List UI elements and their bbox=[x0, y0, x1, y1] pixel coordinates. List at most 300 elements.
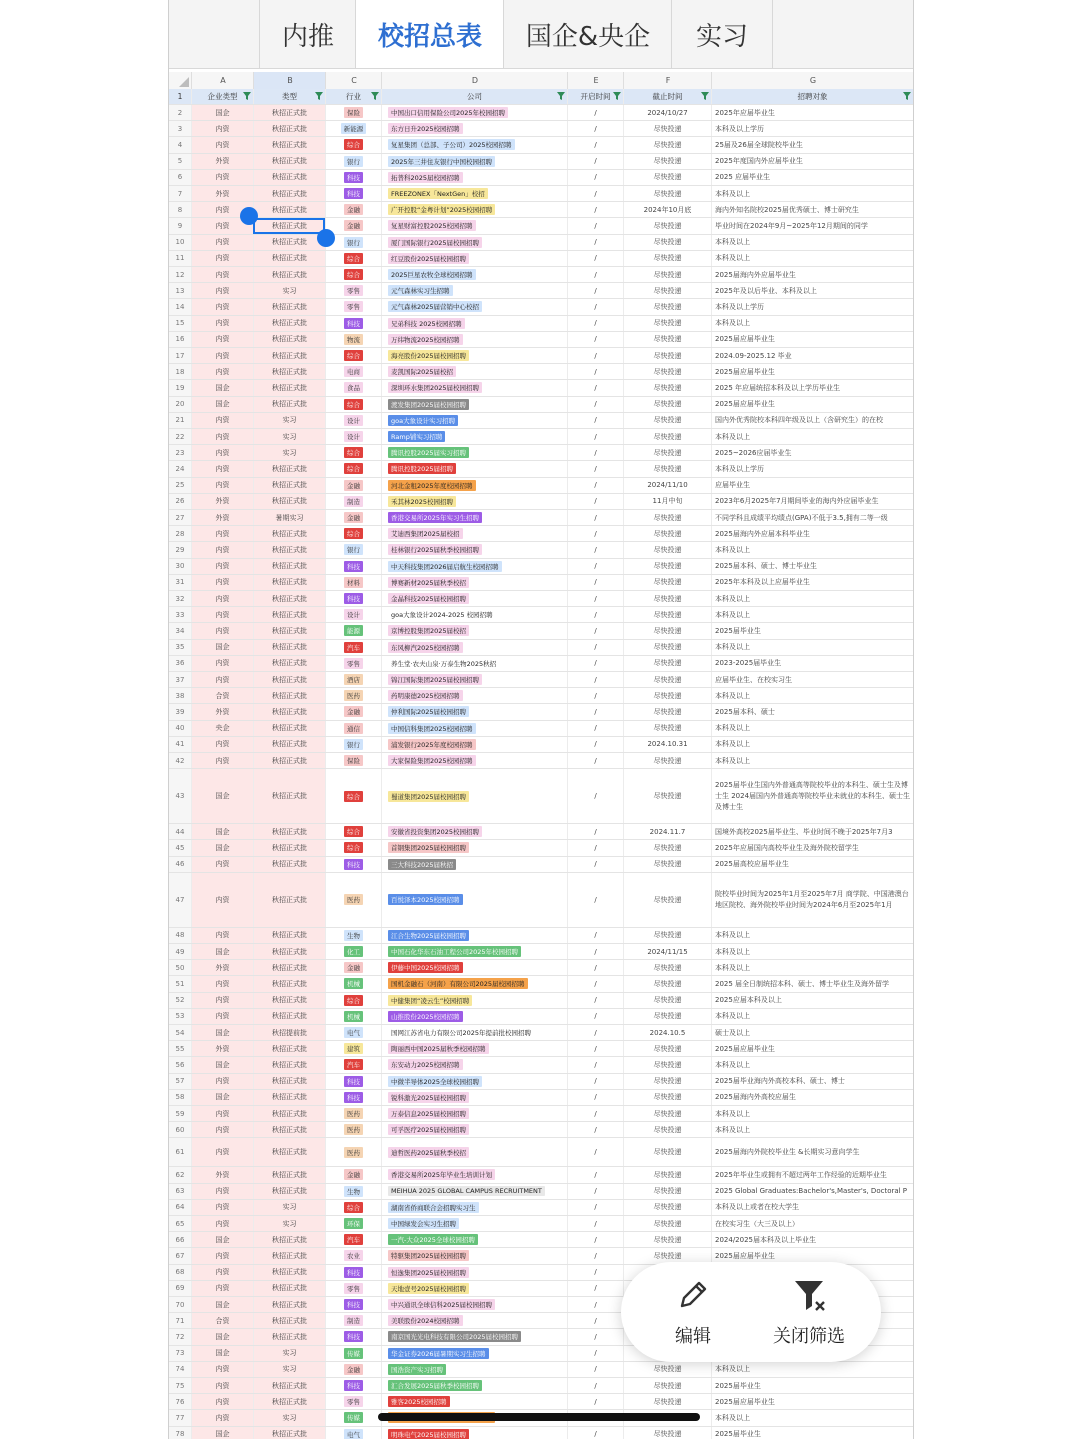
company-type-cell[interactable]: 内资 bbox=[191, 1106, 253, 1121]
table-row[interactable] bbox=[169, 1090, 913, 1106]
company-link[interactable]: 桂林银行2025届秋季校园招聘 bbox=[388, 544, 482, 555]
company-link[interactable]: 万泰信息2025届校园招聘 bbox=[388, 1108, 469, 1119]
table-row[interactable] bbox=[169, 1362, 913, 1378]
recruit-type-cell[interactable]: 秋招正式批 bbox=[253, 1265, 325, 1280]
deadline-cell[interactable]: 尽快投递 bbox=[623, 170, 711, 185]
table-row[interactable] bbox=[169, 283, 913, 299]
company-link[interactable]: 东风柳汽2025校园招聘 bbox=[388, 642, 463, 653]
recruit-type-cell[interactable]: 秋招正式批 bbox=[253, 1248, 325, 1263]
target-cell[interactable]: 海内外知名院校2025届优秀硕士、博士研究生 bbox=[711, 202, 913, 217]
row-number[interactable]: 17 bbox=[169, 348, 191, 363]
table-row[interactable] bbox=[169, 824, 913, 840]
company-link[interactable]: 天地壹号2025届校园招聘 bbox=[388, 1283, 469, 1294]
recruit-type-cell[interactable]: 秋招正式批 bbox=[253, 1184, 325, 1199]
industry-cell[interactable] bbox=[325, 1167, 381, 1182]
tab-shixi[interactable]: 实习 bbox=[671, 0, 773, 68]
table-row[interactable] bbox=[169, 105, 913, 121]
recruit-type-cell[interactable]: 实习 bbox=[253, 1346, 325, 1361]
row-number[interactable]: 4 bbox=[169, 137, 191, 152]
recruit-type-cell[interactable]: 秋招正式批 bbox=[253, 960, 325, 975]
company-cell[interactable] bbox=[381, 154, 567, 169]
company-cell[interactable] bbox=[381, 1427, 567, 1439]
deadline-cell[interactable]: 尽快投递 bbox=[623, 1009, 711, 1024]
row-number[interactable]: 2 bbox=[169, 105, 191, 120]
target-cell[interactable]: 本科及以上 bbox=[711, 1410, 913, 1425]
company-type-cell[interactable]: 内资 bbox=[191, 413, 253, 428]
target-cell[interactable]: 2025届毕业生 bbox=[711, 1378, 913, 1393]
industry-cell[interactable] bbox=[325, 960, 381, 975]
company-type-cell[interactable]: 内资 bbox=[191, 976, 253, 991]
table-row[interactable] bbox=[169, 251, 913, 267]
target-cell[interactable]: 2025届海内外院校毕业生 &长期实习意向学生 bbox=[711, 1138, 913, 1166]
row-number[interactable]: 30 bbox=[169, 559, 191, 574]
row-number[interactable]: 42 bbox=[169, 753, 191, 768]
open-time-cell[interactable]: / bbox=[567, 857, 623, 872]
row-number[interactable]: 56 bbox=[169, 1057, 191, 1072]
open-time-cell[interactable]: / bbox=[567, 1009, 623, 1024]
target-cell[interactable]: 本科及以上 bbox=[711, 542, 913, 557]
company-cell[interactable] bbox=[381, 1041, 567, 1056]
industry-cell[interactable] bbox=[325, 944, 381, 959]
deadline-cell[interactable]: 尽快投递 bbox=[623, 380, 711, 395]
row-number[interactable]: 18 bbox=[169, 364, 191, 379]
company-cell[interactable] bbox=[381, 380, 567, 395]
open-time-cell[interactable]: / bbox=[567, 1200, 623, 1215]
industry-cell[interactable] bbox=[325, 1329, 381, 1344]
company-type-cell[interactable]: 内资 bbox=[191, 1362, 253, 1377]
company-cell[interactable] bbox=[381, 461, 567, 476]
company-type-cell[interactable]: 国企 bbox=[191, 640, 253, 655]
deadline-cell[interactable]: 尽快投递 bbox=[623, 857, 711, 872]
company-cell[interactable] bbox=[381, 1362, 567, 1377]
company-cell[interactable] bbox=[381, 1200, 567, 1215]
deadline-cell[interactable]: 2024/10/27 bbox=[623, 105, 711, 120]
deadline-cell[interactable]: 尽快投递 bbox=[623, 928, 711, 943]
company-link[interactable]: 中健集团“凌云生”校园招聘 bbox=[388, 995, 472, 1006]
company-link[interactable]: 蜀道集团2025届校园招聘 bbox=[388, 791, 469, 802]
company-cell[interactable] bbox=[381, 299, 567, 314]
target-cell[interactable]: 2025届应届毕业生 bbox=[711, 364, 913, 379]
open-time-cell[interactable]: / bbox=[567, 137, 623, 152]
open-time-cell[interactable]: / bbox=[567, 960, 623, 975]
company-cell[interactable] bbox=[381, 607, 567, 622]
company-type-cell[interactable]: 内资 bbox=[191, 1248, 253, 1263]
company-type-cell[interactable]: 内资 bbox=[191, 623, 253, 638]
row-number[interactable]: 52 bbox=[169, 993, 191, 1008]
table-row[interactable] bbox=[169, 607, 913, 623]
table-row[interactable] bbox=[169, 944, 913, 960]
company-link[interactable]: 国网江苏省电力有限公司2025年提前批校园招聘 bbox=[388, 1027, 534, 1038]
company-cell[interactable] bbox=[381, 1378, 567, 1393]
row-number[interactable]: 54 bbox=[169, 1025, 191, 1040]
company-link[interactable]: 中天科技集团2026届启航生校园招聘 bbox=[388, 561, 502, 572]
table-row[interactable] bbox=[169, 1184, 913, 1200]
target-cell[interactable]: 本科及以上学历 bbox=[711, 121, 913, 136]
deadline-cell[interactable]: 尽快投递 bbox=[623, 1184, 711, 1199]
company-type-cell[interactable]: 内资 bbox=[191, 1378, 253, 1393]
company-link[interactable]: MEIHUA 2025 GLOBAL CAMPUS RECRUITMENT bbox=[388, 1186, 545, 1196]
row-number[interactable]: 22 bbox=[169, 429, 191, 444]
industry-cell[interactable] bbox=[325, 1041, 381, 1056]
company-cell[interactable] bbox=[381, 993, 567, 1008]
recruit-type-cell[interactable]: 秋招正式批 bbox=[253, 364, 325, 379]
target-cell[interactable]: 本科及以上 bbox=[711, 429, 913, 444]
industry-cell[interactable] bbox=[325, 672, 381, 687]
row-number[interactable]: 71 bbox=[169, 1313, 191, 1328]
recruit-type-cell[interactable]: 秋招正式批 bbox=[253, 299, 325, 314]
open-time-cell[interactable]: / bbox=[567, 1138, 623, 1166]
close-filter-button[interactable] bbox=[749, 1262, 869, 1362]
row-number[interactable]: 63 bbox=[169, 1184, 191, 1199]
table-row[interactable] bbox=[169, 840, 913, 856]
company-link[interactable]: 明珠电气2025届校园招聘 bbox=[388, 1429, 469, 1439]
deadline-cell[interactable]: 尽快投递 bbox=[623, 186, 711, 201]
company-type-cell[interactable]: 国企 bbox=[191, 840, 253, 855]
company-cell[interactable] bbox=[381, 1281, 567, 1296]
table-row[interactable] bbox=[169, 976, 913, 992]
company-link[interactable]: FREEZONEX「NextGen」校招 bbox=[388, 188, 488, 199]
industry-cell[interactable] bbox=[325, 1184, 381, 1199]
company-type-cell[interactable]: 内资 bbox=[191, 170, 253, 185]
industry-cell[interactable] bbox=[325, 267, 381, 282]
company-cell[interactable] bbox=[381, 944, 567, 959]
table-row[interactable] bbox=[169, 478, 913, 494]
table-row[interactable] bbox=[169, 316, 913, 332]
row-number[interactable]: 61 bbox=[169, 1138, 191, 1166]
industry-cell[interactable] bbox=[325, 1122, 381, 1137]
company-type-cell[interactable]: 国企 bbox=[191, 1346, 253, 1361]
target-cell[interactable]: 本科及以上 bbox=[711, 737, 913, 752]
industry-cell[interactable] bbox=[325, 1232, 381, 1247]
open-time-cell[interactable]: / bbox=[567, 993, 623, 1008]
deadline-cell[interactable]: 尽快投递 bbox=[623, 283, 711, 298]
deadline-cell[interactable]: 尽快投递 bbox=[623, 1041, 711, 1056]
table-row[interactable] bbox=[169, 1427, 913, 1439]
industry-cell[interactable] bbox=[325, 332, 381, 347]
table-row[interactable] bbox=[169, 202, 913, 218]
company-cell[interactable] bbox=[381, 1184, 567, 1199]
deadline-cell[interactable]: 尽快投递 bbox=[623, 413, 711, 428]
company-link[interactable]: 百悦泽本2025校园招聘 bbox=[388, 894, 463, 905]
company-link[interactable]: 万纬物流2025校园招聘 bbox=[388, 334, 463, 345]
recruit-type-cell[interactable]: 秋招正式批 bbox=[253, 559, 325, 574]
open-time-cell[interactable]: / bbox=[567, 575, 623, 590]
recruit-type-cell[interactable]: 秋招正式批 bbox=[253, 640, 325, 655]
deadline-cell[interactable]: 尽快投递 bbox=[623, 769, 711, 823]
company-type-cell[interactable]: 内资 bbox=[191, 364, 253, 379]
company-cell[interactable] bbox=[381, 753, 567, 768]
company-link[interactable]: 中国石化华东石油工程公司2025年校园招聘 bbox=[388, 946, 521, 957]
company-type-cell[interactable]: 内资 bbox=[191, 1394, 253, 1409]
row-number[interactable]: 23 bbox=[169, 445, 191, 460]
industry-cell[interactable] bbox=[325, 1200, 381, 1215]
company-type-cell[interactable]: 外资 bbox=[191, 1167, 253, 1182]
table-row[interactable] bbox=[169, 121, 913, 137]
company-cell[interactable] bbox=[381, 737, 567, 752]
target-cell[interactable]: 本科及以上 bbox=[711, 235, 913, 250]
company-type-cell[interactable]: 国企 bbox=[191, 397, 253, 412]
target-cell[interactable]: 2025届应届毕业生 bbox=[711, 397, 913, 412]
row-number[interactable]: 36 bbox=[169, 656, 191, 671]
target-cell[interactable]: 本科及以上 bbox=[711, 186, 913, 201]
industry-cell[interactable] bbox=[325, 348, 381, 363]
company-link[interactable]: 江合生物2025届校园招聘 bbox=[388, 930, 469, 941]
open-time-cell[interactable]: / bbox=[567, 202, 623, 217]
company-type-cell[interactable]: 外资 bbox=[191, 186, 253, 201]
deadline-cell[interactable]: 尽快投递 bbox=[623, 1200, 711, 1215]
company-type-cell[interactable]: 内资 bbox=[191, 461, 253, 476]
open-time-cell[interactable]: / bbox=[567, 623, 623, 638]
company-link[interactable]: 安徽省投资集团2025校园招聘 bbox=[388, 826, 482, 837]
row-number[interactable]: 72 bbox=[169, 1329, 191, 1344]
industry-cell[interactable] bbox=[325, 121, 381, 136]
recruit-type-cell[interactable]: 秋招正式批 bbox=[253, 1106, 325, 1121]
deadline-cell[interactable]: 尽快投递 bbox=[623, 1074, 711, 1089]
target-cell[interactable]: 2025 年应届统招本科及以上学历毕业生 bbox=[711, 380, 913, 395]
industry-cell[interactable] bbox=[325, 1281, 381, 1296]
home-indicator[interactable] bbox=[378, 1413, 700, 1421]
table-row[interactable] bbox=[169, 186, 913, 202]
company-link[interactable]: 腾讯控股2025届招聘 bbox=[388, 463, 456, 474]
company-cell[interactable] bbox=[381, 267, 567, 282]
target-cell[interactable]: 2025届本科、硕士、博士毕业生 bbox=[711, 559, 913, 574]
target-cell[interactable]: 25届及26届全球院校毕业生 bbox=[711, 137, 913, 152]
target-cell[interactable]: 2025~2026应届毕业生 bbox=[711, 445, 913, 460]
row-number[interactable]: 9 bbox=[169, 218, 191, 233]
table-row[interactable] bbox=[169, 559, 913, 575]
table-row[interactable] bbox=[169, 753, 913, 769]
target-cell[interactable]: 不同学科且成绩平均绩点(GPA)不低于3.5,拥有二等一级 bbox=[711, 510, 913, 525]
table-row[interactable] bbox=[169, 769, 913, 824]
company-type-cell[interactable]: 外资 bbox=[191, 1041, 253, 1056]
open-time-cell[interactable]: / bbox=[567, 1167, 623, 1182]
company-type-cell[interactable]: 内资 bbox=[191, 737, 253, 752]
deadline-cell[interactable]: 2024年10月底 bbox=[623, 202, 711, 217]
company-type-cell[interactable]: 国企 bbox=[191, 1057, 253, 1072]
company-type-cell[interactable]: 内资 bbox=[191, 873, 253, 927]
deadline-cell[interactable]: 尽快投递 bbox=[623, 137, 711, 152]
table-row[interactable] bbox=[169, 993, 913, 1009]
company-cell[interactable] bbox=[381, 137, 567, 152]
target-cell[interactable]: 2025届海内外高校应届生 bbox=[711, 1090, 913, 1105]
recruit-type-cell[interactable]: 秋招正式批 bbox=[253, 267, 325, 282]
table-row[interactable] bbox=[169, 1009, 913, 1025]
industry-cell[interactable] bbox=[325, 299, 381, 314]
row-number[interactable]: 77 bbox=[169, 1410, 191, 1425]
company-type-cell[interactable]: 内资 bbox=[191, 267, 253, 282]
deadline-cell[interactable]: 尽快投递 bbox=[623, 840, 711, 855]
target-cell[interactable]: 本科及以上 bbox=[711, 753, 913, 768]
open-time-cell[interactable]: / bbox=[567, 1265, 623, 1280]
deadline-cell[interactable]: 尽快投递 bbox=[623, 591, 711, 606]
row-number[interactable]: 29 bbox=[169, 542, 191, 557]
row-number[interactable]: 46 bbox=[169, 857, 191, 872]
table-row[interactable] bbox=[169, 704, 913, 720]
row-number[interactable]: 65 bbox=[169, 1216, 191, 1231]
industry-cell[interactable] bbox=[325, 397, 381, 412]
company-type-cell[interactable]: 外资 bbox=[191, 960, 253, 975]
filter-icon[interactable] bbox=[371, 92, 379, 100]
table-row[interactable] bbox=[169, 1057, 913, 1073]
company-type-cell[interactable]: 内资 bbox=[191, 218, 253, 233]
deadline-cell[interactable]: 尽快投递 bbox=[623, 993, 711, 1008]
company-link[interactable]: 湖南省侨商联合会招聘实习生 bbox=[388, 1202, 479, 1213]
target-cell[interactable]: 硕士及以上 bbox=[711, 1025, 913, 1040]
company-cell[interactable] bbox=[381, 251, 567, 266]
select-all-corner[interactable] bbox=[169, 72, 191, 89]
tab-xiaozhao-zongbiao[interactable]: 校招总表 bbox=[355, 0, 504, 68]
table-row[interactable] bbox=[169, 494, 913, 510]
industry-cell[interactable] bbox=[325, 704, 381, 719]
row-number[interactable]: 74 bbox=[169, 1362, 191, 1377]
recruit-type-cell[interactable]: 秋招正式批 bbox=[253, 944, 325, 959]
company-type-cell[interactable]: 合资 bbox=[191, 688, 253, 703]
industry-cell[interactable] bbox=[325, 413, 381, 428]
row-number[interactable]: 39 bbox=[169, 704, 191, 719]
target-cell[interactable]: 2025年度国内外应届毕业生 bbox=[711, 154, 913, 169]
company-type-cell[interactable]: 外资 bbox=[191, 154, 253, 169]
company-cell[interactable] bbox=[381, 283, 567, 298]
company-type-cell[interactable]: 内资 bbox=[191, 202, 253, 217]
target-cell[interactable]: 本科及以上 bbox=[711, 1057, 913, 1072]
industry-cell[interactable] bbox=[325, 202, 381, 217]
deadline-cell[interactable]: 尽快投递 bbox=[623, 461, 711, 476]
open-time-cell[interactable]: / bbox=[567, 840, 623, 855]
deadline-cell[interactable]: 2024.10.5 bbox=[623, 1025, 711, 1040]
recruit-type-cell[interactable]: 秋招正式批 bbox=[253, 348, 325, 363]
row-number[interactable]: 28 bbox=[169, 526, 191, 541]
company-cell[interactable] bbox=[381, 542, 567, 557]
table-row[interactable] bbox=[169, 721, 913, 737]
row-number[interactable]: 62 bbox=[169, 1167, 191, 1182]
table-row[interactable] bbox=[169, 364, 913, 380]
row-number[interactable]: 53 bbox=[169, 1009, 191, 1024]
company-cell[interactable] bbox=[381, 1122, 567, 1137]
deadline-cell[interactable]: 2024/11/15 bbox=[623, 944, 711, 959]
row-number[interactable]: 7 bbox=[169, 186, 191, 201]
recruit-type-cell[interactable]: 秋招正式批 bbox=[253, 1122, 325, 1137]
company-link[interactable]: 仲利国际2025届校园招聘 bbox=[388, 706, 469, 717]
open-time-cell[interactable]: / bbox=[567, 640, 623, 655]
industry-cell[interactable] bbox=[325, 526, 381, 541]
company-type-cell[interactable]: 合资 bbox=[191, 1313, 253, 1328]
open-time-cell[interactable]: / bbox=[567, 1057, 623, 1072]
recruit-type-cell[interactable]: 实习 bbox=[253, 429, 325, 444]
open-time-cell[interactable]: / bbox=[567, 154, 623, 169]
deadline-cell[interactable]: 尽快投递 bbox=[623, 316, 711, 331]
target-cell[interactable]: 本科及以上 bbox=[711, 591, 913, 606]
target-cell[interactable]: 本科及以上 bbox=[711, 251, 913, 266]
target-cell[interactable]: 2023-2025届毕业生 bbox=[711, 656, 913, 671]
open-time-cell[interactable]: / bbox=[567, 526, 623, 541]
open-time-cell[interactable]: / bbox=[567, 445, 623, 460]
target-cell[interactable]: 2025年及以后毕业、本科及以上 bbox=[711, 283, 913, 298]
industry-cell[interactable] bbox=[325, 993, 381, 1008]
company-link[interactable]: 中国信科集团2025校园招聘 bbox=[388, 723, 476, 734]
table-row[interactable] bbox=[169, 1394, 913, 1410]
deadline-cell[interactable]: 尽快投递 bbox=[623, 235, 711, 250]
open-time-cell[interactable]: / bbox=[567, 1394, 623, 1409]
deadline-cell[interactable]: 尽快投递 bbox=[623, 873, 711, 927]
table-row[interactable] bbox=[169, 1041, 913, 1057]
target-cell[interactable]: 应届毕业生 bbox=[711, 478, 913, 493]
deadline-cell[interactable]: 2024.10.31 bbox=[623, 737, 711, 752]
company-cell[interactable] bbox=[381, 494, 567, 509]
company-link[interactable]: 汇合发展2025届秋季校园招聘 bbox=[388, 1380, 482, 1391]
deadline-cell[interactable]: 尽快投递 bbox=[623, 1248, 711, 1263]
company-cell[interactable] bbox=[381, 1248, 567, 1263]
filter-icon[interactable] bbox=[315, 92, 323, 100]
company-link[interactable]: goa大象设计2024-2025 校园招聘 bbox=[388, 609, 496, 620]
recruit-type-cell[interactable]: 秋招正式批 bbox=[253, 1427, 325, 1439]
table-row[interactable] bbox=[169, 170, 913, 186]
company-link[interactable]: 中国出口信用保险公司2025年校园招聘 bbox=[388, 107, 508, 118]
open-time-cell[interactable]: / bbox=[567, 186, 623, 201]
deadline-cell[interactable]: 尽快投递 bbox=[623, 721, 711, 736]
company-type-cell[interactable]: 国企 bbox=[191, 1025, 253, 1040]
industry-cell[interactable] bbox=[325, 640, 381, 655]
company-type-cell[interactable]: 国企 bbox=[191, 824, 253, 839]
company-link[interactable]: 渡发集团2025届校园招聘 bbox=[388, 399, 469, 410]
company-type-cell[interactable]: 外资 bbox=[191, 494, 253, 509]
company-cell[interactable] bbox=[381, 1216, 567, 1231]
row-number[interactable]: 31 bbox=[169, 575, 191, 590]
table-row[interactable] bbox=[169, 688, 913, 704]
recruit-type-cell[interactable]: 秋招正式批 bbox=[253, 928, 325, 943]
company-type-cell[interactable]: 外资 bbox=[191, 510, 253, 525]
open-time-cell[interactable]: / bbox=[567, 429, 623, 444]
deadline-cell[interactable]: 尽快投递 bbox=[623, 1138, 711, 1166]
company-cell[interactable] bbox=[381, 170, 567, 185]
industry-cell[interactable] bbox=[325, 1216, 381, 1231]
open-time-cell[interactable]: / bbox=[567, 235, 623, 250]
open-time-cell[interactable]: / bbox=[567, 299, 623, 314]
tab-neitui[interactable]: 内推 bbox=[259, 0, 356, 68]
row-number[interactable]: 37 bbox=[169, 672, 191, 687]
recruit-type-cell[interactable]: 秋招正式批 bbox=[253, 591, 325, 606]
industry-cell[interactable] bbox=[325, 1074, 381, 1089]
company-type-cell[interactable]: 内资 bbox=[191, 1410, 253, 1425]
company-link[interactable]: 中微半导体2025全球校园招聘 bbox=[388, 1076, 482, 1087]
company-link[interactable]: 复星集团（总部、子公司）2025校园招聘 bbox=[388, 139, 515, 150]
table-row[interactable] bbox=[169, 1106, 913, 1122]
row-number[interactable]: 24 bbox=[169, 461, 191, 476]
open-time-cell[interactable]: / bbox=[567, 873, 623, 927]
company-cell[interactable] bbox=[381, 1297, 567, 1312]
open-time-cell[interactable]: / bbox=[567, 1184, 623, 1199]
industry-cell[interactable] bbox=[325, 873, 381, 927]
open-time-cell[interactable]: / bbox=[567, 704, 623, 719]
target-cell[interactable]: 本科及以上 bbox=[711, 1122, 913, 1137]
company-type-cell[interactable]: 内资 bbox=[191, 526, 253, 541]
table-row[interactable] bbox=[169, 510, 913, 526]
tab-guoqi-yangqi[interactable]: 国企&央企 bbox=[503, 0, 672, 68]
open-time-cell[interactable]: / bbox=[567, 1362, 623, 1377]
row-number[interactable]: 14 bbox=[169, 299, 191, 314]
company-type-cell[interactable]: 内资 bbox=[191, 235, 253, 250]
recruit-type-cell[interactable]: 秋招正式批 bbox=[253, 218, 325, 233]
company-link[interactable]: 广开控股“金粤计划”2025校园招聘 bbox=[388, 204, 495, 215]
open-time-cell[interactable]: / bbox=[567, 1122, 623, 1137]
open-time-cell[interactable]: / bbox=[567, 397, 623, 412]
target-cell[interactable]: 应届毕业生、在校实习生 bbox=[711, 672, 913, 687]
deadline-cell[interactable]: 尽快投递 bbox=[623, 656, 711, 671]
industry-cell[interactable] bbox=[325, 1057, 381, 1072]
company-type-cell[interactable]: 外资 bbox=[191, 704, 253, 719]
target-cell[interactable]: 2025年应届毕业生 bbox=[711, 105, 913, 120]
company-link[interactable]: 药明康德2025校园招聘 bbox=[388, 690, 463, 701]
table-row[interactable] bbox=[169, 591, 913, 607]
